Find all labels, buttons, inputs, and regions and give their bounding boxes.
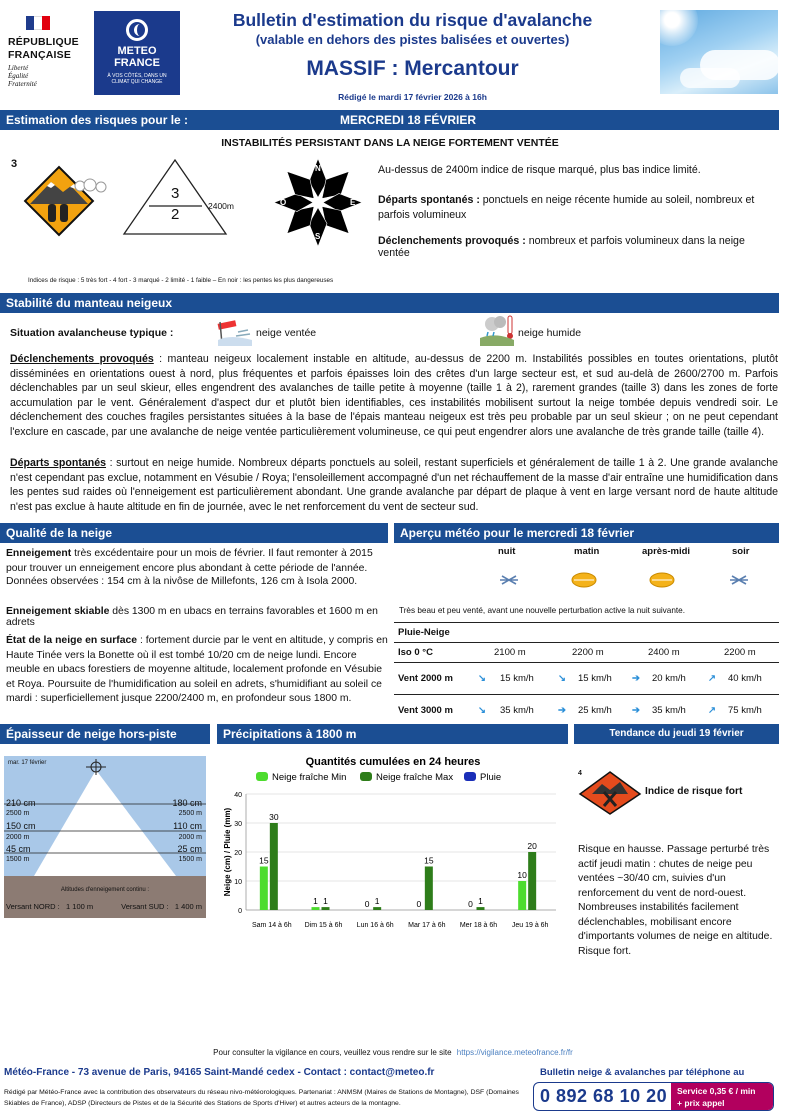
meteo-summary: Très beau et peu venté, avant une nouvelle perturbation active la nuit suivante. bbox=[399, 606, 685, 615]
legend-label: Neige fraîche Min bbox=[272, 772, 347, 783]
bar-value-label: 20 bbox=[527, 841, 537, 851]
bar-value-label: 1 bbox=[374, 896, 380, 907]
skiable-label: Enneigement skiable bbox=[6, 606, 110, 617]
departs-paragraph bbox=[10, 456, 778, 514]
republique-text-1: RÉPUBLIQUE bbox=[8, 36, 79, 48]
y-tick-label: 10 bbox=[234, 879, 242, 886]
enneigement-label: Enneigement bbox=[6, 548, 72, 559]
sky-image bbox=[660, 10, 778, 94]
precip-bar: Précipitations à 1800 m bbox=[217, 724, 568, 744]
bar-value-label: 30 bbox=[269, 812, 279, 822]
vent2000-2: 15 km/h bbox=[578, 673, 612, 684]
left-alt-2: 2000 m bbox=[6, 834, 30, 841]
vent3000-4: 75 km/h bbox=[728, 705, 762, 716]
vent2000-4: 40 km/h bbox=[728, 673, 762, 684]
vent3000-3: 35 km/h bbox=[652, 705, 686, 716]
versant-nord: Versant NORD : 1 100 m bbox=[6, 902, 94, 911]
price-line-1: Service 0,35 € / min bbox=[677, 1086, 756, 1096]
right-depth-1: 180 cm bbox=[172, 798, 202, 808]
bar bbox=[518, 881, 526, 910]
y-tick-label: 40 bbox=[234, 792, 242, 799]
bar bbox=[477, 907, 485, 910]
iso-2: 2200 m bbox=[572, 647, 604, 658]
x-tick-label: Mar 17 à 6h bbox=[408, 922, 446, 929]
vigilance-text: Pour consulter la vigilance en cours, veuillez vous rendre sur le site bbox=[213, 1048, 452, 1057]
wind-snow-icon bbox=[216, 318, 254, 346]
arrow-se-icon: ↘ bbox=[478, 673, 486, 684]
bulletin-subtitle: (valable en dehors des pistes balisées et ouvertes) bbox=[255, 32, 570, 47]
qualite-bar: Qualité de la neige bbox=[0, 523, 388, 543]
vent2000-row bbox=[394, 662, 779, 694]
massif-title: MASSIF : Mercantour bbox=[306, 57, 519, 80]
meteo-logo-text-1: METEO bbox=[117, 45, 157, 57]
y-tick-label: 20 bbox=[234, 850, 242, 857]
compass-s: S bbox=[315, 232, 321, 241]
vigilance-link[interactable]: https://vigilance.meteofrance.fr/fr bbox=[456, 1048, 573, 1057]
compass-e: E bbox=[350, 198, 356, 207]
iso-1: 2100 m bbox=[494, 647, 526, 658]
tendance-bar bbox=[574, 724, 779, 744]
stabilite-bar: Stabilité du manteau neigeux bbox=[0, 293, 779, 313]
bar bbox=[322, 907, 330, 910]
iso-3: 2400 m bbox=[648, 647, 680, 658]
bar-value-label: 1 bbox=[478, 896, 483, 907]
skiable-paragraph bbox=[6, 606, 388, 628]
declench-text: nombreux et parfois volumineux dans la neige ventée bbox=[378, 235, 745, 259]
arrow-se-icon: ↘ bbox=[478, 705, 486, 716]
situation-2: neige humide bbox=[518, 327, 582, 339]
situation-label: Situation avalancheuse typique : bbox=[10, 327, 174, 339]
upper-risk: 3 bbox=[171, 185, 180, 202]
bar bbox=[425, 867, 433, 911]
right-depth-3: 25 cm bbox=[177, 844, 202, 854]
etat-label: État de la neige en surface bbox=[6, 635, 138, 646]
bar-value-label: 0 bbox=[468, 899, 473, 909]
vent3000-row bbox=[394, 694, 779, 726]
meteo-logo-text-2: FRANCE bbox=[114, 57, 160, 69]
redaction-date: Rédigé le mardi 17 février 2026 à 16h bbox=[338, 92, 487, 102]
tendance-text: Risque en hausse. Passage perturbé très actif jeudi matin : chutes de neige peu ventées ~30/40 cm, suivies d'un renforcement du vent de nord-ouest. Nombreuses instabilités facilement déclenchables, mobilisant encore d'importants volumes de neige en altitude. Risque fort. bbox=[578, 844, 773, 957]
mountain-shape bbox=[4, 756, 206, 918]
declench-prov-label: Déclenchements provoqués bbox=[10, 353, 154, 365]
etat-text: : fortement durcie par le vent en altitude, y compris en Haute Tinée vers la Bonette où il est tombé 10/20 cm de neige lundi. Encore meuble en ubacs forestiers de moyenne altitude, localement profonde en Vésubie et Roya. Poursuite de l'humidification au soleil en adrets, s'humidifiant au soleil ce mardi : superficiellement jusque 2200/2400 m, en profondeur sous 1800 m. bbox=[6, 635, 388, 704]
left-depth-3: 45 cm bbox=[6, 844, 31, 854]
bar-value-label: 0 bbox=[416, 899, 422, 909]
bar-value-label: 15 bbox=[259, 855, 269, 866]
vigilance-line bbox=[0, 1048, 786, 1057]
bar bbox=[312, 907, 320, 910]
devise-1: Liberté bbox=[8, 64, 29, 72]
legend-swatch bbox=[464, 772, 476, 781]
altitude-limit: 2400m bbox=[208, 201, 234, 211]
risk-level-number: 3 bbox=[11, 158, 18, 170]
meteo-france-logo bbox=[94, 11, 180, 95]
epaisseur-bar: Épaisseur de neige hors-piste bbox=[0, 724, 210, 744]
risk-4-icon bbox=[578, 770, 642, 816]
declench-prov-text: : manteau neigeux localement instable en altitude, au-dessus de 2200 m. Instabilités possibles en toutes orientations, plutôt disséminées en orientations ouest à nord, plus fréquentes et parfois épaisses loin des crêtes d'un large secteur est, et sud au-delà de 2600/2700 m. Parfois déclenchables par un seul skieur, elles engendrent des avalanches de taille petite à moyenne (taille 1 à 2), rarement grandes (taille 3) dans les zones de forte accumulation par le vent. Généralement d'aspect dur et plutôt bien identifiables, ces instabilités mobilisent surtout la neige tombée depuis vendredi soir. Le déclenchement des couches fragiles persistantes situées à la base de l'épais manteau neigeux est très peu probable par un seul skieur ; on ne peut cependant l'exclure en cascade, par une avalanche de neige ventée particulièrement volumineuse, ce qui peut engendrer alors une avalanche de très grande taille (taille 4). bbox=[10, 353, 779, 438]
credits: Rédigé par Météo-France avec la contribution des observateurs du réseau nivo-météorologiques. Partenariat : ANMSM (Maires de Stations de Montagne), DSF (Domaines Skiables de France), ADSP (Directeurs de Pistes et de la Sécurité des Stations de Sports d'Hiver) et autres acteurs de la montagne. bbox=[4, 1089, 519, 1107]
period-soir: soir bbox=[732, 546, 750, 557]
footer-address: Météo-France - 73 avenue de Paris, 94165 Saint-Mandé cedex - Contact : contact@meteo.fr bbox=[4, 1067, 435, 1078]
phone-number[interactable]: 0 892 68 10 20 bbox=[540, 1086, 668, 1106]
depth-date: mar. 17 février bbox=[8, 760, 47, 766]
risk-3-icon bbox=[18, 160, 100, 242]
declench-label: Déclenchements provoqués : bbox=[378, 235, 526, 247]
devise-2: Égalité bbox=[8, 72, 29, 80]
left-alt-1: 2500 m bbox=[6, 810, 30, 817]
night-clear-icon bbox=[498, 572, 520, 588]
snow-depth-diagram bbox=[4, 756, 206, 918]
risk-heading: INSTABILITÉS PERSISTANT DANS LA NEIGE FORTEMENT VENTÉE bbox=[221, 137, 559, 149]
departs-label: Départs spontanés : bbox=[378, 194, 480, 206]
vent2000-3: 20 km/h bbox=[652, 673, 686, 684]
arrow-se-icon: ↘ bbox=[558, 673, 566, 684]
flag-icon bbox=[26, 16, 50, 30]
period-apres-midi: après-midi bbox=[642, 546, 691, 557]
y-axis-label: Neige (cm) / Pluie (mm) bbox=[223, 807, 232, 897]
iso-row bbox=[394, 642, 779, 662]
bar-value-label: 1 bbox=[313, 896, 318, 907]
donnees-observees: Données observées : 154 cm à la nivôse de Millefonts, 126 cm à Isola 2000. bbox=[6, 576, 358, 587]
arrow-e-icon: ➔ bbox=[632, 673, 640, 684]
compass-o: O bbox=[280, 198, 287, 207]
y-tick-label: 30 bbox=[234, 821, 242, 828]
wet-snow-icon bbox=[478, 314, 516, 346]
compass-n: N bbox=[315, 164, 321, 173]
x-tick-label: Dim 15 à 6h bbox=[304, 922, 343, 929]
meteo-bar: Aperçu météo pour le mercredi 18 février bbox=[394, 523, 779, 543]
sun-icon-matin bbox=[570, 570, 598, 590]
bar-value-label: 0 bbox=[364, 899, 370, 909]
period-nuit: nuit bbox=[498, 546, 516, 557]
vent2000-label: Vent 2000 m bbox=[398, 673, 453, 684]
bar bbox=[270, 823, 278, 910]
bar bbox=[260, 867, 268, 911]
versant-sud: Versant SUD : 1 400 m bbox=[121, 902, 202, 911]
arrow-e-icon: ➔ bbox=[558, 705, 566, 716]
right-depth-2: 110 cm bbox=[173, 821, 202, 831]
estimation-declench bbox=[378, 235, 778, 259]
bar bbox=[528, 852, 536, 910]
tendance-title: Tendance du jeudi 19 février bbox=[609, 728, 744, 739]
vent3000-1: 35 km/h bbox=[500, 705, 534, 716]
left-alt-3: 1500 m bbox=[6, 856, 30, 863]
night-clear-icon-soir bbox=[728, 572, 750, 588]
declench-paragraph bbox=[10, 352, 778, 439]
left-depth-2: 150 cm bbox=[6, 821, 36, 831]
departs-text: ponctuels en neige récente humide au soleil, nombreux et parfois volumineux bbox=[378, 194, 755, 221]
estimation-bar bbox=[0, 110, 779, 130]
vent3000-label: Vent 3000 m bbox=[398, 705, 453, 716]
departs-spont-text: : surtout en neige humide. Nombreux départs ponctuels au soleil, restant superficiels et généralement de taille 1 à 2. Une grande avalanche n'est cependant pas exclue, notamment en Vésubie / Roya; l'ensoleillement accompagné d'un net réchauffement de la masse d'air entraîne une humidification dans les pentes sud raides où l'enneigement est particulièrement abondant. Une grande avalanche par départ de plaque à vent en large versant nord de haute altitude n'est pas exclue à haute altitude en fin de journée, avec le net renforcement du vent de secteur sud. bbox=[10, 457, 778, 513]
departs-spont-label: Départs spontanés bbox=[10, 457, 107, 469]
estimation-date: MERCREDI 18 FÉVRIER bbox=[340, 113, 477, 127]
meteo-periods bbox=[476, 546, 776, 560]
phone-label: Bulletin neige & avalanches par téléphone au bbox=[540, 1067, 745, 1078]
arrow-ne-icon: ↗ bbox=[708, 673, 716, 684]
estimation-desc: Au-dessus de 2400m indice de risque marqué, plus bas indice limité. bbox=[378, 164, 701, 176]
price-line-2: + prix appel bbox=[677, 1098, 725, 1108]
risk-scale-note: Indices de risque : 5 très fort - 4 fort - 3 marqué - 2 limité - 1 faible – En noir : les pentes les plus dangereuses bbox=[28, 277, 334, 284]
meteo-tagline: À VOS CÔTÉS, DANS UN CLIMAT QUI CHANGE bbox=[107, 73, 167, 85]
precip-chart bbox=[218, 752, 568, 942]
phone-box bbox=[533, 1082, 774, 1111]
arrow-ne-icon: ↗ bbox=[708, 705, 716, 716]
limites-label: Altitudes d'enneigement continu : bbox=[60, 887, 150, 893]
right-alt-3: 1500 m bbox=[178, 856, 202, 863]
devise-3: Fraternité bbox=[8, 80, 37, 88]
meteo-logo-icon bbox=[126, 19, 148, 41]
right-alt-1: 2500 m bbox=[178, 810, 202, 817]
x-tick-label: Jeu 19 à 6h bbox=[511, 922, 549, 929]
x-tick-label: Mer 18 à 6h bbox=[459, 922, 498, 929]
republique-logo bbox=[8, 14, 88, 94]
lower-risk: 2 bbox=[171, 206, 180, 223]
price-badge bbox=[671, 1083, 773, 1111]
vent2000-1: 15 km/h bbox=[500, 673, 534, 684]
right-alt-2: 2000 m bbox=[178, 834, 202, 841]
situation-1: neige ventée bbox=[256, 327, 317, 339]
vent3000-2: 25 km/h bbox=[578, 705, 612, 716]
chart-title: Quantités cumulées en 24 heures bbox=[305, 756, 481, 768]
period-matin: matin bbox=[574, 546, 600, 557]
enneigement-paragraph bbox=[6, 547, 388, 576]
legend-label: Pluie bbox=[480, 772, 502, 783]
legend-label: Neige fraîche Max bbox=[376, 772, 454, 783]
bar bbox=[373, 907, 381, 910]
left-depth-1: 210 cm bbox=[6, 798, 36, 808]
bulletin-title: Bulletin d'estimation du risque d'avalanche bbox=[232, 10, 593, 30]
x-tick-label: Sam 14 à 6h bbox=[251, 922, 292, 929]
x-tick-label: Lun 16 à 6h bbox=[356, 922, 394, 929]
estimation-label: Estimation des risques pour le : bbox=[6, 113, 189, 127]
tendance-level: 4 bbox=[578, 770, 582, 777]
legend-swatch bbox=[360, 772, 372, 781]
iso-label: Iso 0 °C bbox=[398, 647, 433, 658]
y-tick-label: 0 bbox=[238, 908, 242, 915]
pluie-neige-label: Pluie-Neige bbox=[394, 622, 779, 642]
tendance-label: Indice de risque fort bbox=[645, 786, 743, 797]
bar-value-label: 10 bbox=[517, 870, 527, 880]
etat-paragraph bbox=[6, 634, 388, 707]
arrow-e-icon: ➔ bbox=[632, 705, 640, 716]
legend-swatch bbox=[256, 772, 268, 781]
bar-value-label: 1 bbox=[323, 896, 328, 907]
enneigement-text: très excédentaire pour un mois de février. Il faut remonter à 2015 pour trouver un enneigement encore plus abondant à cette période de l'année. bbox=[6, 548, 373, 574]
meteo-table bbox=[394, 622, 779, 726]
iso-4: 2200 m bbox=[724, 647, 756, 658]
sun-icon-apres-midi bbox=[648, 570, 676, 590]
snowfall-icon bbox=[74, 176, 110, 196]
estimation-departs bbox=[378, 193, 778, 223]
republique-text-2: FRANÇAISE bbox=[8, 49, 72, 61]
skiable-text: dès 1300 m en ubacs en terrains favorables et 1600 m en adrets bbox=[6, 606, 378, 628]
bar-value-label: 15 bbox=[424, 855, 434, 866]
